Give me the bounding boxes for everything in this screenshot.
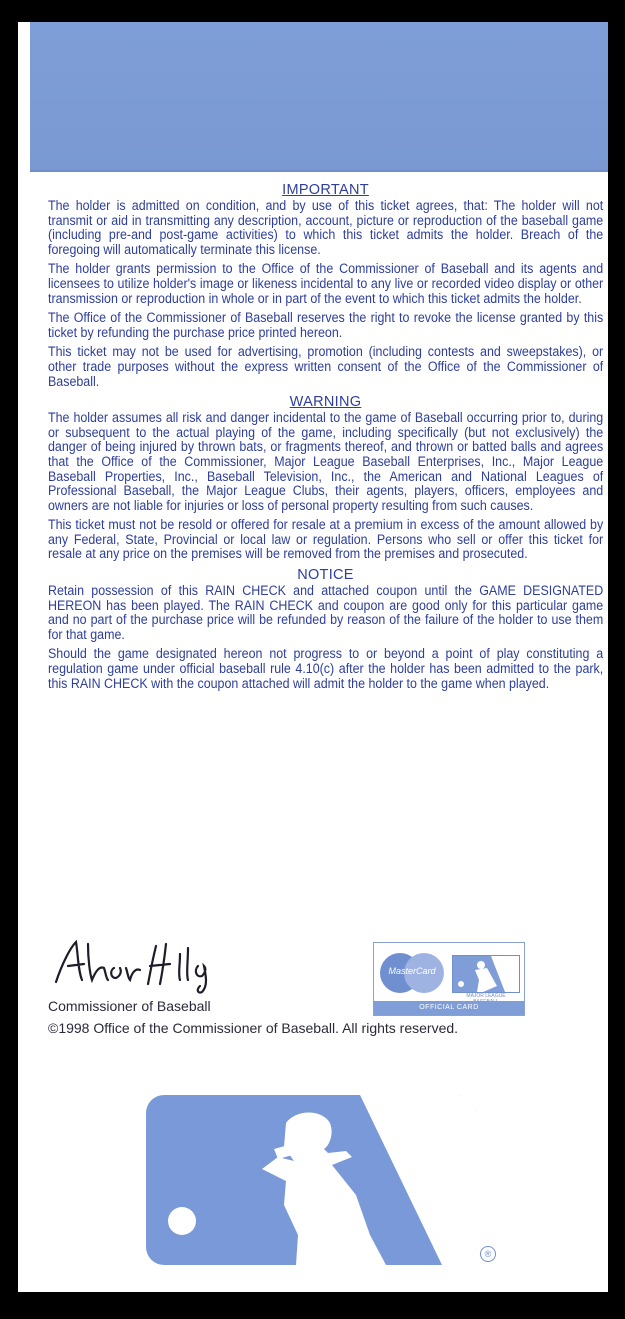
mastercard-logo-icon bbox=[380, 953, 444, 993]
terms-content bbox=[48, 182, 603, 696]
signature-icon bbox=[48, 934, 238, 994]
official-card-label: OFFICIAL CARD bbox=[374, 1001, 524, 1015]
mlb-sub-label: MAJOR LEAGUE bbox=[466, 993, 506, 999]
signature-area bbox=[48, 934, 608, 1044]
warning-paragraph: The holder assumes all risk and danger incidental to the game of Baseball occurring prior to, during or subsequent to the actual playing of the game, including specifically (but not exclusively) the danger of being injured by thrown bats, or fragments thereof, and thrown or batted balls and agrees that the Office of the Commissioner, Major League Baseball Enterprises, Inc., Major League Baseball Properties, Inc., Baseball Television, Inc., the American and National Leagues of Professional Baseball, the Major League Clubs, their agents, players, officers, employees and owners are not liable for injuries or loss of personal property resulting from such causes. bbox=[48, 410, 604, 513]
sponsor-logo-box bbox=[373, 942, 525, 1016]
warning-heading: WARNING bbox=[289, 394, 362, 411]
important-paragraph: This ticket may not be used for advertising, promotion (including contests and sweepstakes), or other trade purposes without the express written consent of the Office of the Commissioner of Baseball. bbox=[48, 344, 604, 389]
commissioner-title: Commissioner of Baseball bbox=[48, 998, 211, 1014]
registered-mark: ® bbox=[480, 1246, 496, 1262]
copyright-line: ©1998 Office of the Commissioner of Baseball. All rights reserved. bbox=[48, 1020, 459, 1036]
notice-paragraph: Should the game designated hereon not progress to or beyond a point of play constituting a regulation game under official baseball rule 4.10(c) after the holder has been admitted to the park, this RAIN CHECK with the coupon attached will admit the holder to the game when played. bbox=[48, 646, 604, 691]
mastercard-label: MasterCard bbox=[388, 966, 436, 976]
mlb-logo-icon bbox=[452, 955, 520, 993]
important-heading: IMPORTANT bbox=[282, 182, 369, 198]
top-color-band bbox=[30, 22, 608, 172]
ticket-back bbox=[18, 22, 608, 1292]
notice-paragraph: Retain possession of this RAIN CHECK and attached coupon until the GAME DESIGNATED HEREON has been played. The RAIN CHECK and coupon are good only for this particular game and no part of the purchase price will be refunded by reason of the failure of the holder to use them for that game. bbox=[48, 583, 604, 642]
mlb-logo-icon bbox=[146, 1095, 476, 1265]
warning-paragraph: This ticket must not be resold or offered for resale at a premium in excess of the amount allowed by any Federal, State, Provincial or local law or regulation. Persons who sell or offer this ticket for resale at any price on the premises will be removed from the premises and prosecuted. bbox=[48, 517, 604, 562]
important-paragraph: The Office of the Commissioner of Baseball reserves the right to revoke the license granted by this ticket by refunding the purchase price printed hereon. bbox=[48, 310, 604, 340]
important-paragraph: The holder is admitted on condition, and by use of this ticket agrees, that: The holder will not transmit or aid in transmitting any description, account, picture or reproduction of the baseball game (including pre-and post-game activities) to which this ticket admits the holder. Breach of the foregoing will automatically terminate this license. bbox=[48, 198, 604, 257]
notice-heading: NOTICE bbox=[297, 567, 354, 584]
important-paragraph: The holder grants permission to the Office of the Commissioner of Baseball and its agents and licensees to utilize holder's image or likeness incidental to any live or recorded video display or other transmission or reproduction in whole or in part of the event to which this ticket admits the holder. bbox=[48, 261, 604, 306]
